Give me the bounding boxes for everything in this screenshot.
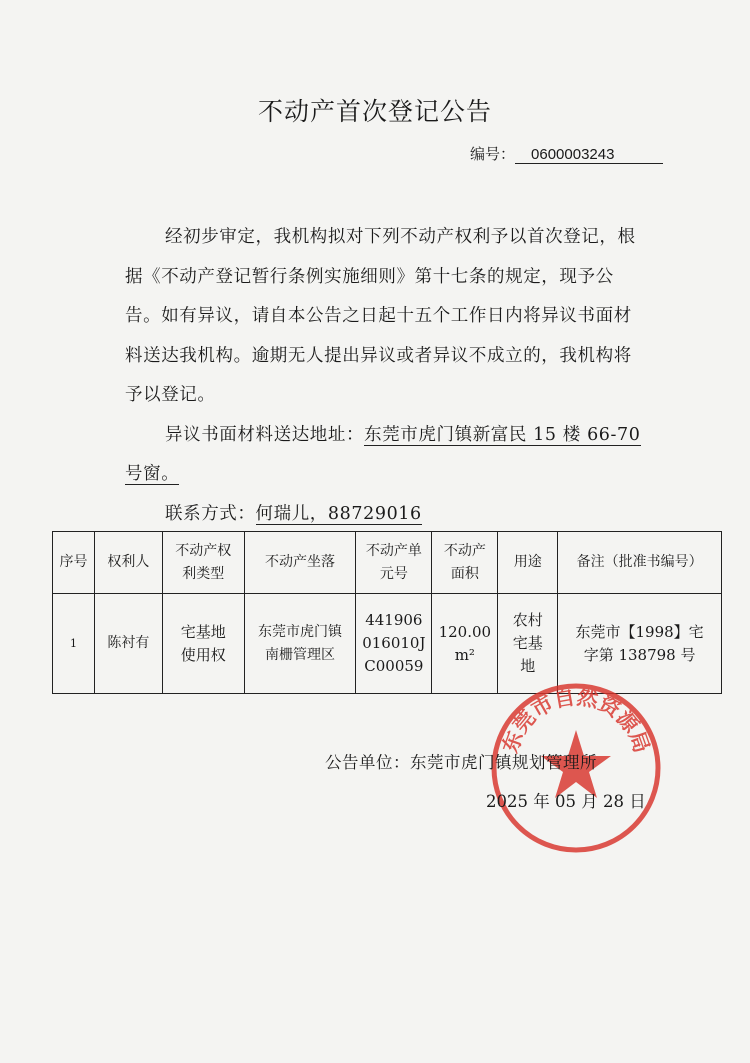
notice-body: [125, 218, 645, 534]
cell-area: 120.00 m²: [432, 594, 498, 694]
cell-seq: 1: [53, 594, 95, 694]
address-label: 异议书面材料送达地址：: [165, 424, 365, 445]
number-value: 0600003243: [515, 146, 663, 164]
document-number: [470, 143, 663, 164]
contact-line: [125, 495, 645, 535]
contact-label: 联系方式：: [165, 503, 256, 524]
contact-value: 何瑞儿，88729016: [255, 503, 422, 524]
issue-date: 2025 年 05 月 28 日: [486, 792, 646, 811]
cell-usage: 农村 宅基 地: [498, 594, 558, 694]
header-seq: 序号: [53, 532, 95, 594]
table-header-row: [53, 532, 722, 594]
header-usage: 用途: [498, 532, 558, 594]
address-value: 东莞市虎门镇新富民 15 楼 66-70 号窗。: [125, 424, 641, 484]
header-owner: 权利人: [94, 532, 162, 594]
header-remark: 备注（批准书编号）: [558, 532, 722, 594]
cell-owner: 陈衬有: [94, 594, 162, 694]
header-right-type: 不动产权 利类型: [162, 532, 244, 594]
issuing-unit: 公告单位：东莞市虎门镇规划管理所: [325, 753, 597, 772]
seal-text: 东莞市自然资源局: [498, 684, 654, 756]
address-line: [125, 416, 645, 495]
cell-remark: 东莞市【1998】宅 字第 138798 号: [558, 594, 722, 694]
header-unit-no: 不动产单 元号: [356, 532, 432, 594]
header-area: 不动产 面积: [432, 532, 498, 594]
notice-paragraph: 经初步审定，我机构拟对下列不动产权利予以首次登记，根据《不动产登记暂行条例实施细则》第十七条的规定，现予公告。如有异议，请自本公告之日起十五个工作日内将异议书面材料送达我机构。逾期无人提出异议或者异议不成立的，我机构将予以登记。: [125, 227, 636, 405]
cell-location: 东莞市虎门镇 南栅管理区: [244, 594, 356, 694]
page-title: 不动产首次登记公告: [257, 97, 492, 126]
cell-right-type: 宅基地 使用权: [162, 594, 244, 694]
cell-unit-no: 441906 016010J C00059: [356, 594, 432, 694]
number-label: 编号：: [470, 145, 516, 163]
header-location: 不动产坐落: [244, 532, 356, 594]
registration-table: [52, 531, 722, 694]
